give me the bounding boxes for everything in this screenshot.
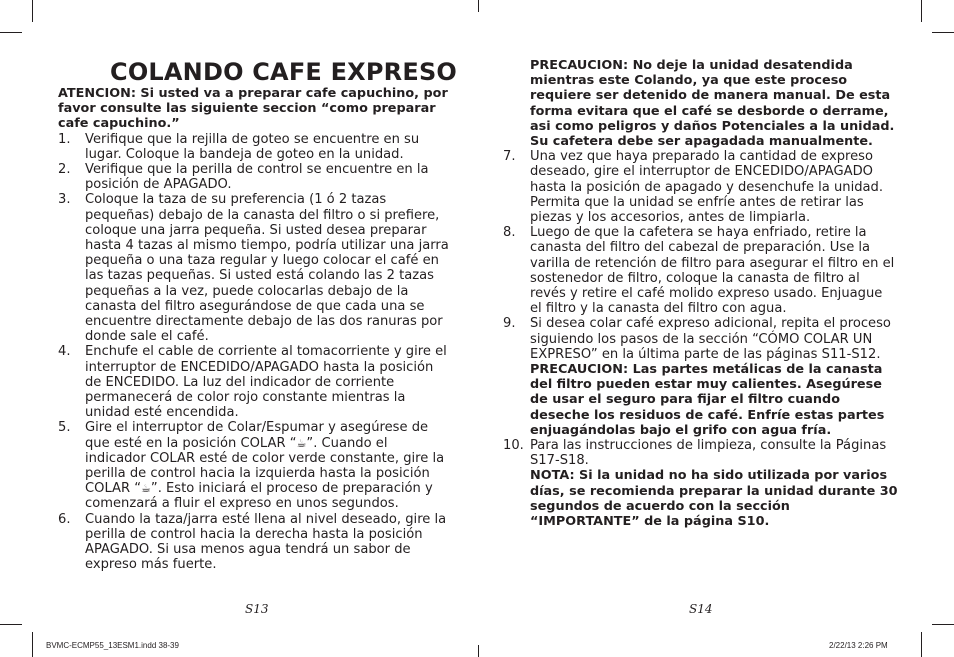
steps-list-right	[503, 149, 898, 529]
crop-mark	[478, 645, 479, 657]
step-text: Una vez que haya preparado la cantidad de expreso deseado, gire el interruptor de ENCEDIDO/APAGADO hasta la posición de apagado y desenchufe la unidad. Permita que la unidad se enfríe antes de retirar las piezas y los accesorios, antes de limpiarla.	[530, 149, 884, 226]
step-6	[58, 512, 450, 573]
step-text: ”. Cuando el indicador COLAR esté de color verde constante, gire la perilla de control hacia la izquierda hasta la posición COLAR “	[85, 435, 445, 497]
page-number-right: S14	[689, 602, 713, 616]
step-number: 5.	[58, 420, 71, 436]
step-number: 10.	[503, 438, 524, 454]
crop-mark	[921, 632, 922, 657]
step-text: Gire el interruptor de Colar/Espumar y asegúrese de que esté en la posición COLAR “	[85, 420, 429, 451]
step-number: 1.	[58, 131, 71, 147]
step-10	[503, 438, 898, 529]
step-3	[58, 192, 450, 344]
step-text: Luego de que la cafetera se haya enfriado, retire la canasta del filtro del cabezal de preparación. Use la varilla de retención de filtro para asegurar el filtro en el sostenedor de filtro, coloque la canasta de filtro al revés y retire el café molido expreso usado. Enjuague el filtro y la canasta del filtro con agua.	[530, 225, 895, 317]
coffee-cup-icon: ☕	[296, 436, 307, 450]
step-number: 7.	[503, 149, 516, 165]
step-8	[503, 225, 898, 316]
step-number: 6.	[58, 511, 71, 527]
step-1	[58, 132, 450, 162]
coffee-cup-icon: ☕	[141, 482, 151, 496]
crop-mark	[32, 632, 33, 657]
attention-note: ATENCION: Si usted va a preparar cafe capuchino, por favor consulte las siguiente seccion “como preparar cafe capuchino.”	[58, 86, 448, 132]
step-number: 8.	[503, 225, 516, 241]
crop-mark	[921, 0, 922, 22]
step-4	[58, 344, 450, 420]
step-number: 2.	[58, 162, 71, 178]
step-text: Si desea colar café expreso adicional, repita el proceso siguiendo los pasos de la sección “CÓMO COLAR UN EXPRESO” en la última parte de las páginas S11-S12.	[530, 316, 891, 362]
step-text: Enchufe el cable de corriente al tomacorriente y gire el interruptor de ENCEDIDO/APAGADO hasta la posición de ENCEDIDO. La luz del indicador de corriente permanecerá de color rojo constante mientras la unidad esté encendida.	[85, 344, 447, 421]
crop-mark	[0, 624, 22, 625]
step-text: Para las instrucciones de limpieza, consulte la Páginas S17-S18.	[530, 438, 887, 469]
crop-mark	[0, 32, 22, 33]
footer-date: 2/22/13 2:26 PM	[829, 641, 888, 650]
crop-mark	[478, 0, 479, 12]
step-text: ”. Esto iniciará el proceso de preparación y comenzará a fluir el expreso en unos segundos.	[85, 481, 433, 512]
step-text: Verifique que la rejilla de goteo se encuentre en su lugar. Coloque la bandeja de goteo en la unidad.	[85, 131, 420, 162]
unused-note: NOTA: Si la unidad no ha sido utilizada por varios días, se recomienda preparar la unidad durante 30 segundos de acuerdo con la sección “IMPORTANTE” de la página S10.	[530, 468, 898, 530]
page-title: COLANDO CAFE EXPRESO	[110, 58, 458, 86]
crop-mark	[932, 624, 954, 625]
steps-list-left	[58, 132, 450, 573]
crop-mark	[32, 0, 33, 22]
step-text: Cuando la taza/jarra esté llena al nivel deseado, gire la perilla de control hacia la derecha hasta la posición APAGADO. Si usa menos agua tendrá un sabor de expreso más fuerte.	[85, 511, 447, 573]
step-text: Coloque la taza de su preferencia (1 ó 2 tazas pequeñas) debajo de la canasta del filtro o si prefiere, coloque una jarra pequeña. Si usted desea preparar hasta 4 tazas al mismo tiempo, podría utilizar una jarra pequeña o una taza regular y luego colocar el café en las tazas pequeñas. Si usted está colando las 2 tazas pequeñas a la vez, puede colocarlas debajo de la canasta del filtro asegurándose de que cada una se encuentre directamente debajo de las dos ranuras por donde sale el café.	[85, 192, 449, 345]
step-7	[503, 149, 898, 225]
step-text: Verifique que la perilla de control se encuentre en la posición de APAGADO.	[85, 162, 429, 193]
left-column	[58, 86, 450, 573]
step-number: 9.	[503, 316, 516, 332]
hot-parts-precaution: PRECAUCION: Las partes metálicas de la canasta del filtro pueden estar muy calientes. Asegúrese de usar el seguro para fijar el filtro cuando deseche los residuos de café. Enfríe estas partes enjuagándolas bajo el grifo con agua fría.	[530, 362, 885, 438]
step-number: 3.	[58, 192, 71, 208]
step-2	[58, 162, 450, 192]
step-number: 4.	[58, 344, 71, 360]
step-5	[58, 420, 450, 511]
step-9	[503, 316, 898, 438]
crop-mark	[932, 32, 954, 33]
precaution-note: PRECAUCION: No deje la unidad desatendida mientras este Colando, ya que este proceso requiere ser detenido de manera manual. De esta forma evitara que el café se desborde o derrame, asi como peligros y daños Potenciales a la unidad. Su cafetera debe ser apagadada manualmente.	[530, 58, 895, 150]
page-number-left: S13	[245, 602, 269, 616]
footer-file-info: BVMC-ECMP55_13ESM1.indd 38-39	[46, 641, 179, 650]
right-column	[503, 58, 898, 529]
